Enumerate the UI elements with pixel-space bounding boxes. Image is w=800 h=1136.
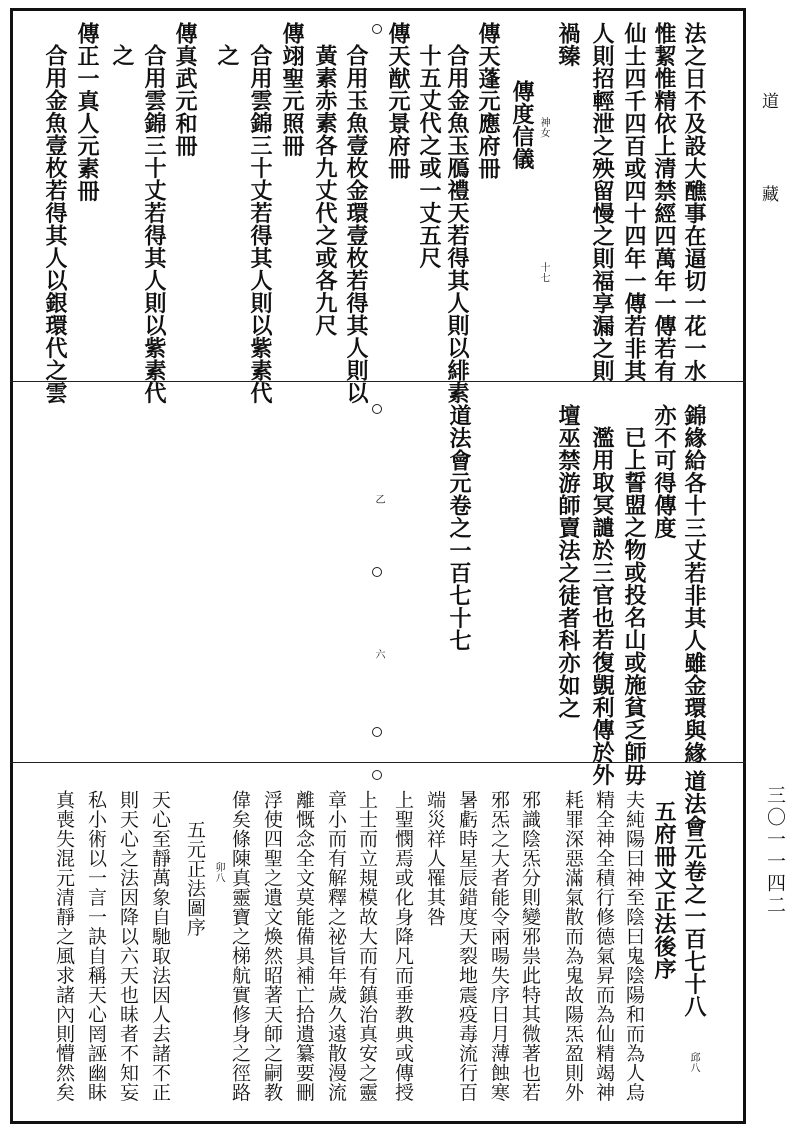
text-column: 傳真武元和冊 (172, 22, 198, 157)
section-heading: 傳度信儀 (509, 80, 535, 170)
text-column: 合用玉魚壹枚金環壹枚若得其人則以 (343, 44, 369, 404)
text-column: 傳翊聖元照冊 (279, 22, 305, 157)
text-column: 合用雲錦三十丈若得其人則以紫素代 (141, 44, 167, 404)
text-column: 法之日不及設大醮事在逼切一花一水 (681, 22, 707, 382)
text-column: 邪炁之大者能令兩暘失序日月薄蝕寒 (488, 790, 510, 1102)
text-column: 之 (109, 44, 135, 67)
circle-mark (372, 404, 382, 414)
text-column: 傳天猷元景府冊 (385, 22, 411, 180)
text-column: 十五丈代之或一丈五尺 (416, 44, 442, 269)
text-column: 傳正一真人元素冊 (74, 22, 100, 202)
text-column: 離慨念全文莫能備具補亡拾遺纂要刪 (293, 790, 315, 1102)
text-column: 端災祥人罹其咎 (424, 790, 446, 927)
section-heading: 五府冊文正法後序 (651, 800, 677, 980)
text-column: 合用雲錦三十丈若得其人則以紫素代 (247, 44, 273, 404)
volume-end-title: 道法會元卷之一百七十七 (446, 404, 472, 652)
circle-mark (372, 567, 382, 577)
text-column: 亦不可得傳度 (651, 404, 677, 539)
collection-title: 道 藏 (758, 92, 778, 230)
page-number: 三〇一一四二 (764, 785, 786, 917)
text-column: 錦緣給各十三丈若非其人雖金環與緣 (681, 404, 707, 764)
margin-note: 神女 (538, 117, 549, 138)
text-column: 禍臻 (555, 22, 581, 67)
text-column: 精全神全積行修德氣昇而為仙精竭神 (593, 790, 615, 1102)
text-column: 暑虧時星辰錯度天裂地震疫毒流行百 (456, 790, 478, 1102)
text-column: 傳天蓬元應府冊 (475, 22, 501, 180)
text-column: 浮使四聖之遺文煥然昭著天師之嗣教 (261, 790, 283, 1102)
circle-mark (372, 727, 382, 737)
text-column: 之 (214, 44, 240, 67)
section-heading: 五元正法圖序 (184, 820, 206, 937)
text-column: 上聖憫焉或化身降凡而垂教典或傳授 (392, 790, 414, 1102)
text-column: 壇巫禁游師賣法之徒者科亦如之 (555, 404, 581, 719)
text-column: 合用金魚玉鴈禮天若得其人則以緋素 (444, 44, 470, 404)
margin-note: 十七 (538, 262, 549, 283)
margin-note: 乙 (373, 494, 384, 505)
margin-note: 卯八 (213, 862, 224, 883)
volume-title: 道法會元卷之一百七十八 (681, 770, 707, 1018)
text-column: 私小術以一言一訣自稱天心罔誣幽眛 (85, 790, 107, 1102)
text-column: 則天心之法因降以六天也昧者不知妄 (117, 790, 139, 1102)
text-column: 人則招輕泄之殃留慢之則福享漏之則 (589, 22, 615, 382)
margin-note: 邱八 (688, 1052, 699, 1073)
text-column: 惟絜惟精依上清禁經四萬年一傳若有 (651, 22, 677, 382)
text-column: 仙士四千四百或四十四年一傳若非其 (621, 22, 647, 382)
margin-note: 六 (373, 649, 384, 660)
circle-mark (372, 770, 382, 780)
text-column: 夫純陽曰神至陰曰鬼陰陽和而為人烏 (623, 790, 645, 1102)
circle-mark (372, 24, 382, 34)
text-column: 邪識陰炁分則變邪祟此特其微著也若 (519, 790, 541, 1102)
text-column: 合用金魚壹枚若得其人以銀環代之雲 (42, 44, 68, 404)
text-column: 真喪失混元清靜之風求諸內則懵然矣 (53, 790, 75, 1102)
text-column: 耗罪深惡滿氣散而為鬼故陽炁盈則外 (562, 790, 584, 1102)
text-column: 章小而有解釋之祕旨年歲久遠散漫流 (325, 790, 347, 1102)
text-column: 天心至靜萬象自馳取法因人去諸不正 (149, 790, 171, 1102)
text-column: 濫用取冥譴於三官也若復覬利傳於外 (589, 426, 615, 786)
text-column: 上士而立規模故大而有鎮治真安之靈 (356, 790, 378, 1102)
text-column: 偉矣條陳真靈寶之梯航實修身之徑路 (229, 790, 251, 1102)
text-column: 黃素赤素各九丈代之或各九尺 (312, 44, 338, 337)
text-column: 已上誓盟之物或投名山或施貧乏師毋 (621, 426, 647, 786)
